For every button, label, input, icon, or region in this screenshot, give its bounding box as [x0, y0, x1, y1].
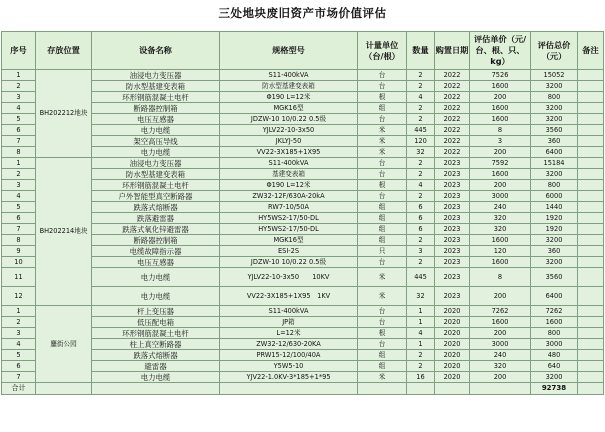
cell-seq[interactable]: 6: [2, 361, 36, 372]
cell-unit-price[interactable]: 1600: [470, 169, 531, 180]
table-row: [2, 169, 604, 180]
table-row: [2, 103, 604, 114]
total-row: [2, 383, 604, 395]
cell-model[interactable]: MGK16型: [220, 103, 358, 114]
table-row: [2, 372, 604, 383]
cell-unit-price[interactable]: 1600: [470, 114, 531, 125]
cell-purchase-year[interactable]: 2023: [435, 246, 470, 257]
cell-note[interactable]: [578, 306, 604, 317]
cell-seq[interactable]: 3: [2, 180, 36, 191]
header-seq[interactable]: 序号: [2, 32, 36, 70]
header-name[interactable]: 设备名称: [92, 32, 220, 70]
cell-model[interactable]: ESI-2S: [220, 246, 358, 257]
cell-total-price[interactable]: 15052: [531, 70, 578, 81]
cell-note[interactable]: [578, 246, 604, 257]
cell-unit-price[interactable]: 1600: [470, 317, 531, 328]
cell-model[interactable]: VV22-3X185+1X95 1KV: [220, 287, 358, 306]
cell-equipment-name[interactable]: 跌落式氧化锌避雷器: [92, 224, 220, 235]
cell-unit[interactable]: 米: [358, 372, 407, 383]
cell-unit[interactable]: 组: [358, 350, 407, 361]
cell-unit-price[interactable]: 3: [470, 136, 531, 147]
cell-unit[interactable]: 根: [358, 92, 407, 103]
cell-equipment-name[interactable]: 架空高压导线: [92, 136, 220, 147]
table-row: [2, 70, 604, 81]
cell-total-price[interactable]: 640: [531, 361, 578, 372]
cell-note[interactable]: [578, 191, 604, 202]
cell-model[interactable]: JKLYJ-50: [220, 136, 358, 147]
cell-unit-price[interactable]: 320: [470, 213, 531, 224]
cell-model[interactable]: 防水型基建变表箱: [220, 81, 358, 92]
cell-unit-price[interactable]: 320: [470, 361, 531, 372]
cell-model[interactable]: Y5W5-10: [220, 361, 358, 372]
cell-model[interactable]: HY5WS2-17/50-DL: [220, 224, 358, 235]
cell-total-price[interactable]: 3200: [531, 372, 578, 383]
cell-quantity[interactable]: 2: [407, 235, 435, 246]
cell-purchase-year[interactable]: 2022: [435, 136, 470, 147]
cell-equipment-name[interactable]: 防水型基建变表箱: [92, 81, 220, 92]
cell-equipment-name[interactable]: 跌落避雷器: [92, 213, 220, 224]
cell-unit[interactable]: 组: [358, 361, 407, 372]
cell-purchase-year[interactable]: 2020: [435, 339, 470, 350]
cell-location[interactable]: BH202214地块: [36, 158, 92, 306]
cell-unit-price[interactable]: 200: [470, 287, 531, 306]
header-location[interactable]: 存放位置: [36, 32, 92, 70]
cell-equipment-name[interactable]: 电力电缆: [92, 125, 220, 136]
cell-model[interactable]: PRW15-12/100/40A: [220, 350, 358, 361]
cell-unit-price[interactable]: 1600: [470, 103, 531, 114]
cell-model[interactable]: 基建变表箱: [220, 169, 358, 180]
header-year[interactable]: 购置日期: [435, 32, 470, 70]
cell-unit[interactable]: 根: [358, 180, 407, 191]
cell-note[interactable]: [578, 213, 604, 224]
cell-unit-price[interactable]: 1600: [470, 81, 531, 92]
cell-purchase-year[interactable]: 2023: [435, 180, 470, 191]
cell-equipment-name[interactable]: 低压配电箱: [92, 317, 220, 328]
table-row: [2, 350, 604, 361]
cell-quantity[interactable]: 4: [407, 180, 435, 191]
cell-quantity[interactable]: 2: [407, 81, 435, 92]
cell-unit[interactable]: 台: [358, 191, 407, 202]
cell-note[interactable]: [578, 287, 604, 306]
cell-seq[interactable]: 2: [2, 317, 36, 328]
cell-purchase-year[interactable]: 2023: [435, 268, 470, 287]
cell-purchase-year[interactable]: 2023: [435, 202, 470, 213]
cell-empty[interactable]: [407, 383, 435, 395]
cell-equipment-name[interactable]: 跌落式熔断器: [92, 350, 220, 361]
cell-seq[interactable]: 11: [2, 268, 36, 287]
cell-total-price[interactable]: 3000: [531, 339, 578, 350]
cell-total-price[interactable]: 800: [531, 180, 578, 191]
table-row: [2, 224, 604, 235]
table-row: [2, 328, 604, 339]
cell-equipment-name[interactable]: 电力电缆: [92, 268, 220, 287]
cell-unit-price[interactable]: 120: [470, 246, 531, 257]
cell-seq[interactable]: 4: [2, 191, 36, 202]
cell-unit[interactable]: 米: [358, 268, 407, 287]
cell-note[interactable]: [578, 81, 604, 92]
cell-quantity[interactable]: 445: [407, 268, 435, 287]
cell-purchase-year[interactable]: 2023: [435, 158, 470, 169]
cell-seq[interactable]: 6: [2, 125, 36, 136]
cell-seq[interactable]: 3: [2, 92, 36, 103]
cell-note[interactable]: [578, 350, 604, 361]
cell-unit[interactable]: 组: [358, 213, 407, 224]
cell-model[interactable]: YJLV22-10-3x50: [220, 125, 358, 136]
cell-quantity[interactable]: 120: [407, 136, 435, 147]
cell-quantity[interactable]: 4: [407, 92, 435, 103]
cell-unit[interactable]: 根: [358, 328, 407, 339]
cell-total-price[interactable]: 360: [531, 246, 578, 257]
cell-note[interactable]: [578, 103, 604, 114]
cell-model[interactable]: JDZW-10 10/0.22 0.5级: [220, 114, 358, 125]
cell-unit[interactable]: 台: [358, 70, 407, 81]
cell-empty[interactable]: [358, 383, 407, 395]
cell-model[interactable]: L=12米: [220, 328, 358, 339]
cell-note[interactable]: [578, 136, 604, 147]
table-row: [2, 246, 604, 257]
table-row: [2, 81, 604, 92]
cell-seq[interactable]: 3: [2, 328, 36, 339]
cell-purchase-year[interactable]: 2022: [435, 125, 470, 136]
table-row: [2, 317, 604, 328]
cell-quantity[interactable]: 2: [407, 70, 435, 81]
header-note[interactable]: 备注: [578, 32, 604, 70]
cell-note[interactable]: [578, 158, 604, 169]
cell-location[interactable]: 鏖街公园: [36, 306, 92, 383]
cell-note[interactable]: [578, 70, 604, 81]
cell-seq[interactable]: 4: [2, 339, 36, 350]
cell-seq[interactable]: 1: [2, 158, 36, 169]
cell-seq[interactable]: 5: [2, 202, 36, 213]
cell-note[interactable]: [578, 125, 604, 136]
cell-note[interactable]: [578, 372, 604, 383]
table-row: [2, 287, 604, 306]
cell-quantity[interactable]: 2: [407, 158, 435, 169]
cell-model[interactable]: RW7-10/50A: [220, 202, 358, 213]
cell-purchase-year[interactable]: 2022: [435, 147, 470, 158]
table-row: [2, 339, 604, 350]
cell-equipment-name[interactable]: 电压互感器: [92, 114, 220, 125]
cell-seq[interactable]: 10: [2, 257, 36, 268]
cell-unit[interactable]: 台: [358, 306, 407, 317]
cell-total-price[interactable]: 1600: [531, 317, 578, 328]
cell-seq[interactable]: 2: [2, 169, 36, 180]
cell-purchase-year[interactable]: 2023: [435, 287, 470, 306]
cell-unit-price[interactable]: 200: [470, 92, 531, 103]
cell-model[interactable]: MGK16型: [220, 235, 358, 246]
cell-purchase-year[interactable]: 2020: [435, 317, 470, 328]
cell-unit-price[interactable]: 200: [470, 372, 531, 383]
cell-unit[interactable]: 组: [358, 235, 407, 246]
cell-equipment-name[interactable]: 断路器控制箱: [92, 235, 220, 246]
cell-equipment-name[interactable]: 电力电缆: [92, 287, 220, 306]
cell-seq[interactable]: 7: [2, 224, 36, 235]
total-label[interactable]: 合计: [2, 383, 36, 395]
cell-quantity[interactable]: 2: [407, 350, 435, 361]
header-unit[interactable]: 计量单位（台/根）: [358, 32, 407, 70]
cell-purchase-year[interactable]: 2022: [435, 114, 470, 125]
table-row: [2, 147, 604, 158]
cell-quantity[interactable]: 6: [407, 202, 435, 213]
cell-purchase-year[interactable]: 2022: [435, 81, 470, 92]
cell-model[interactable]: ZW32-12F/630A-20kA: [220, 191, 358, 202]
cell-purchase-year[interactable]: 2023: [435, 235, 470, 246]
cell-seq[interactable]: 12: [2, 287, 36, 306]
cell-model[interactable]: YJV22-1.0KV-3*185+1*95: [220, 372, 358, 383]
table-row: [2, 158, 604, 169]
header-row: [2, 32, 604, 70]
cell-unit[interactable]: 组: [358, 202, 407, 213]
cell-seq[interactable]: 2: [2, 81, 36, 92]
cell-location[interactable]: BH202212地块: [36, 70, 92, 158]
cell-unit-price[interactable]: 3000: [470, 191, 531, 202]
cell-quantity[interactable]: 2: [407, 361, 435, 372]
table-row: [2, 235, 604, 246]
cell-total-price[interactable]: 800: [531, 328, 578, 339]
cell-quantity[interactable]: 2: [407, 191, 435, 202]
cell-quantity[interactable]: 6: [407, 224, 435, 235]
cell-equipment-name[interactable]: 电缆故障指示器: [92, 246, 220, 257]
cell-purchase-year[interactable]: 2020: [435, 306, 470, 317]
cell-unit-price[interactable]: 240: [470, 202, 531, 213]
cell-equipment-name[interactable]: 电力电缆: [92, 372, 220, 383]
cell-unit[interactable]: 组: [358, 224, 407, 235]
cell-unit[interactable]: 组: [358, 103, 407, 114]
cell-unit-price[interactable]: 200: [470, 147, 531, 158]
sheet-title: 三处地块废旧资产市场价值评估: [218, 6, 387, 20]
cell-equipment-name[interactable]: 柱上真空断路器: [92, 339, 220, 350]
cell-total-price[interactable]: 1920: [531, 213, 578, 224]
cell-total-price[interactable]: 6400: [531, 287, 578, 306]
cell-unit-price[interactable]: 7526: [470, 70, 531, 81]
cell-total-price[interactable]: 3200: [531, 235, 578, 246]
cell-equipment-name[interactable]: 断路器控制箱: [92, 103, 220, 114]
cell-total-price[interactable]: 7262: [531, 306, 578, 317]
cell-quantity[interactable]: 32: [407, 287, 435, 306]
cell-model[interactable]: JDZW-10 10/0.22 0.5级: [220, 257, 358, 268]
cell-total-price[interactable]: 3200: [531, 257, 578, 268]
header-price[interactable]: 评估单价（元/台、根、只、kg）: [470, 32, 531, 70]
cell-quantity[interactable]: 2: [407, 103, 435, 114]
cell-purchase-year[interactable]: 2023: [435, 169, 470, 180]
cell-quantity[interactable]: 2: [407, 114, 435, 125]
table-row: [2, 125, 604, 136]
cell-unit[interactable]: 米: [358, 287, 407, 306]
cell-note[interactable]: [578, 169, 604, 180]
cell-purchase-year[interactable]: 2020: [435, 328, 470, 339]
cell-unit[interactable]: 台: [358, 339, 407, 350]
cell-note[interactable]: [578, 224, 604, 235]
header-model[interactable]: 规格型号: [220, 32, 358, 70]
cell-note[interactable]: [578, 268, 604, 287]
cell-total-price[interactable]: 1920: [531, 224, 578, 235]
cell-total-price[interactable]: 3560: [531, 268, 578, 287]
cell-empty[interactable]: [220, 383, 358, 395]
table-row: [2, 92, 604, 103]
cell-empty[interactable]: [435, 383, 470, 395]
cell-total-price[interactable]: 800: [531, 92, 578, 103]
cell-model[interactable]: ZW32-12/630-20KA: [220, 339, 358, 350]
cell-purchase-year[interactable]: 2020: [435, 350, 470, 361]
table-row: [2, 114, 604, 125]
cell-note[interactable]: [578, 147, 604, 158]
cell-equipment-name[interactable]: 油浸电力变压器: [92, 70, 220, 81]
cell-unit[interactable]: 米: [358, 125, 407, 136]
cell-quantity[interactable]: 6: [407, 213, 435, 224]
cell-quantity[interactable]: 1: [407, 306, 435, 317]
cell-purchase-year[interactable]: 2023: [435, 257, 470, 268]
cell-model[interactable]: HY5WS2-17/50-DL: [220, 213, 358, 224]
cell-note[interactable]: [578, 257, 604, 268]
cell-seq[interactable]: 4: [2, 103, 36, 114]
cell-unit[interactable]: 米: [358, 147, 407, 158]
table-row: [2, 268, 604, 287]
cell-quantity[interactable]: 1: [407, 317, 435, 328]
cell-total-price[interactable]: 360: [531, 136, 578, 147]
cell-equipment-name[interactable]: 电压互感器: [92, 257, 220, 268]
grand-total[interactable]: 92738: [531, 383, 578, 395]
cell-note[interactable]: [578, 328, 604, 339]
header-total[interactable]: 评估总价（元）: [531, 32, 578, 70]
cell-quantity[interactable]: 1: [407, 339, 435, 350]
cell-model[interactable]: YJLV22-10-3x50 10KV: [220, 268, 358, 287]
cell-unit[interactable]: 米: [358, 136, 407, 147]
table-row: [2, 361, 604, 372]
cell-unit-price[interactable]: 8: [470, 125, 531, 136]
cell-unit[interactable]: 台: [358, 81, 407, 92]
cell-purchase-year[interactable]: 2020: [435, 372, 470, 383]
cell-equipment-name[interactable]: 电力电缆: [92, 147, 220, 158]
cell-note[interactable]: [578, 339, 604, 350]
cell-unit[interactable]: 台: [358, 169, 407, 180]
cell-purchase-year[interactable]: 2023: [435, 213, 470, 224]
asset-valuation-table: [1, 31, 604, 395]
cell-model[interactable]: Φ190 L=12米: [220, 92, 358, 103]
cell-equipment-name[interactable]: 跌落式熔断器: [92, 202, 220, 213]
cell-unit-price[interactable]: 7592: [470, 158, 531, 169]
cell-quantity[interactable]: 2: [407, 257, 435, 268]
cell-purchase-year[interactable]: 2022: [435, 92, 470, 103]
cell-seq[interactable]: 9: [2, 246, 36, 257]
cell-model[interactable]: VV22-3X185+1X95: [220, 147, 358, 158]
cell-equipment-name[interactable]: 户外智能型真空断路器: [92, 191, 220, 202]
cell-total-price[interactable]: 3200: [531, 114, 578, 125]
cell-seq[interactable]: 7: [2, 372, 36, 383]
cell-purchase-year[interactable]: 2023: [435, 224, 470, 235]
cell-equipment-name[interactable]: 环形钢筋混凝土电杆: [92, 180, 220, 191]
cell-model[interactable]: JP箱: [220, 317, 358, 328]
cell-unit-price[interactable]: 1600: [470, 257, 531, 268]
cell-purchase-year[interactable]: 2022: [435, 103, 470, 114]
cell-quantity[interactable]: 2: [407, 169, 435, 180]
cell-seq[interactable]: 7: [2, 136, 36, 147]
cell-total-price[interactable]: 1440: [531, 202, 578, 213]
table-row: [2, 202, 604, 213]
cell-equipment-name[interactable]: 环形钢筋混凝土电杆: [92, 328, 220, 339]
cell-equipment-name[interactable]: 杆上变压器: [92, 306, 220, 317]
cell-equipment-name[interactable]: 避雷器: [92, 361, 220, 372]
cell-unit-price[interactable]: 240: [470, 350, 531, 361]
table-row: [2, 191, 604, 202]
cell-total-price[interactable]: 3200: [531, 103, 578, 114]
cell-seq[interactable]: 5: [2, 350, 36, 361]
cell-seq[interactable]: 5: [2, 114, 36, 125]
cell-equipment-name[interactable]: 防水型基建变表箱: [92, 169, 220, 180]
table-row: [2, 306, 604, 317]
cell-empty[interactable]: [578, 383, 604, 395]
table-row: [2, 213, 604, 224]
cell-unit-price[interactable]: 200: [470, 180, 531, 191]
cell-total-price[interactable]: 6400: [531, 147, 578, 158]
cell-total-price[interactable]: 3560: [531, 125, 578, 136]
cell-unit[interactable]: 台: [358, 257, 407, 268]
cell-note[interactable]: [578, 361, 604, 372]
table-row: [2, 180, 604, 191]
cell-total-price[interactable]: 6000: [531, 191, 578, 202]
cell-purchase-year[interactable]: 2020: [435, 361, 470, 372]
cell-quantity[interactable]: 445: [407, 125, 435, 136]
cell-model[interactable]: S11-400kVA: [220, 306, 358, 317]
cell-total-price[interactable]: 15184: [531, 158, 578, 169]
cell-unit-price[interactable]: 320: [470, 224, 531, 235]
cell-unit[interactable]: 台: [358, 317, 407, 328]
cell-quantity[interactable]: 16: [407, 372, 435, 383]
cell-seq[interactable]: 1: [2, 70, 36, 81]
cell-quantity[interactable]: 3: [407, 246, 435, 257]
table-row: [2, 136, 604, 147]
cell-quantity[interactable]: 32: [407, 147, 435, 158]
cell-total-price[interactable]: 3200: [531, 81, 578, 92]
cell-empty[interactable]: [92, 383, 220, 395]
cell-note[interactable]: [578, 235, 604, 246]
cell-total-price[interactable]: 3200: [531, 169, 578, 180]
cell-note[interactable]: [578, 317, 604, 328]
cell-unit-price[interactable]: 1600: [470, 235, 531, 246]
cell-total-price[interactable]: 480: [531, 350, 578, 361]
cell-model[interactable]: Φ190 L=12米: [220, 180, 358, 191]
cell-unit-price[interactable]: 7262: [470, 306, 531, 317]
cell-equipment-name[interactable]: 油浸电力变压器: [92, 158, 220, 169]
cell-note[interactable]: [578, 202, 604, 213]
table-body: [2, 70, 604, 395]
cell-purchase-year[interactable]: 2023: [435, 191, 470, 202]
cell-seq[interactable]: 8: [2, 147, 36, 158]
cell-seq[interactable]: 1: [2, 306, 36, 317]
table-row: [2, 257, 604, 268]
cell-empty[interactable]: [36, 383, 92, 395]
cell-unit[interactable]: 只: [358, 246, 407, 257]
cell-note[interactable]: [578, 114, 604, 125]
cell-equipment-name[interactable]: 环形钢筋混凝土电杆: [92, 92, 220, 103]
cell-model[interactable]: S11-400kVA: [220, 158, 358, 169]
cell-seq[interactable]: 8: [2, 235, 36, 246]
cell-unit-price[interactable]: 8: [470, 268, 531, 287]
header-qty[interactable]: 数量: [407, 32, 435, 70]
cell-unit[interactable]: 台: [358, 114, 407, 125]
cell-seq[interactable]: 6: [2, 213, 36, 224]
cell-note[interactable]: [578, 92, 604, 103]
cell-note[interactable]: [578, 180, 604, 191]
cell-purchase-year[interactable]: 2022: [435, 70, 470, 81]
cell-empty[interactable]: [470, 383, 531, 395]
cell-unit-price[interactable]: 200: [470, 328, 531, 339]
cell-model[interactable]: S11-400kVA: [220, 70, 358, 81]
cell-unit[interactable]: 台: [358, 158, 407, 169]
cell-quantity[interactable]: 4: [407, 328, 435, 339]
cell-unit-price[interactable]: 3000: [470, 339, 531, 350]
